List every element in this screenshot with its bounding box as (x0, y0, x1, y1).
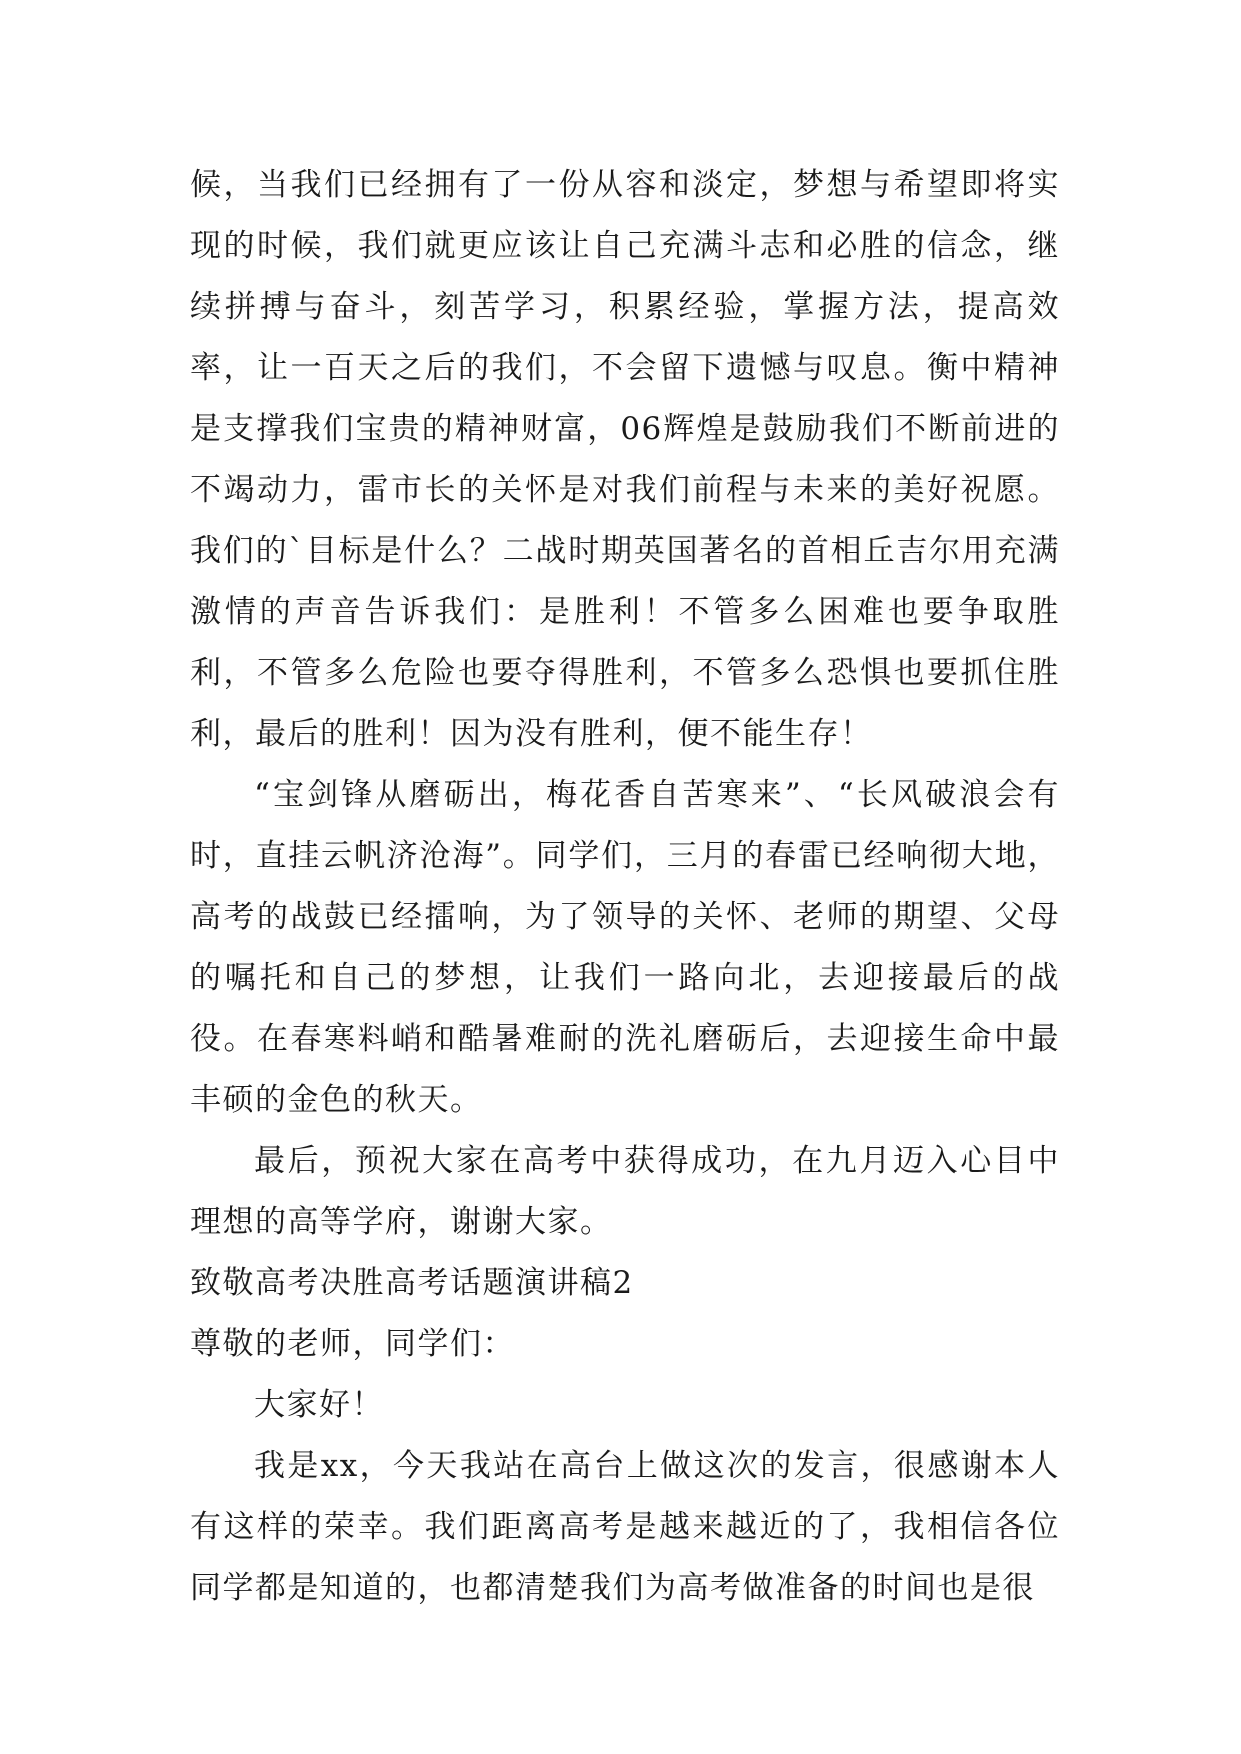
paragraph: 候，当我们已经拥有了一份从容和淡定，梦想与希望即将实现的时候，我们就更应该让自己充满斗志和必胜的信念，继续拼搏与奋斗，刻苦学习，积累经验，掌握方法，提高效率，让一百天之后的我们，不会留下遗憾与叹息。衡中精神是支撑我们宝贵的精神财富，06辉煌是鼓励我们不断前进的不竭动力，雷市长的关怀是对我们前程与未来的美好祝愿。我们的`目标是什么？二战时期英国著名的首相丘吉尔用充满激情的声音告诉我们：是胜利！不管多么困难也要争取胜利，不管多么危险也要夺得胜利，不管多么恐惧也要抓住胜利，最后的胜利！因为没有胜利，便不能生存！ (190, 167, 1060, 752)
document-body (190, 155, 1060, 1619)
paragraph: 最后，预祝大家在高考中获得成功，在九月迈入心目中理想的高等学府，谢谢大家。 (190, 1143, 1060, 1240)
section-heading: 致敬高考决胜高考话题演讲稿2 (190, 1265, 634, 1301)
paragraph: 我是xx，今天我站在高台上做这次的发言，很感谢本人有这样的荣幸。我们距离高考是越来越近的了，我相信各位同学都是知道的，也都清楚我们为高考做准备的时间也是很 (190, 1448, 1060, 1606)
paragraph: “宝剑锋从磨砺出，梅花香自苦寒来”、“长风破浪会有时，直挂云帆济沧海”。同学们，三月的春雷已经响彻大地，高考的战鼓已经擂响，为了领导的关怀、老师的期望、父母的嘱托和自己的梦想，让我们一路向北，去迎接最后的战役。在春寒料峭和酷暑难耐的洗礼磨砺后，去迎接生命中最丰硕的金色的秋天。 (190, 777, 1060, 1118)
salutation: 尊敬的老师，同学们： (190, 1326, 515, 1362)
greeting: 大家好！ (254, 1387, 384, 1423)
